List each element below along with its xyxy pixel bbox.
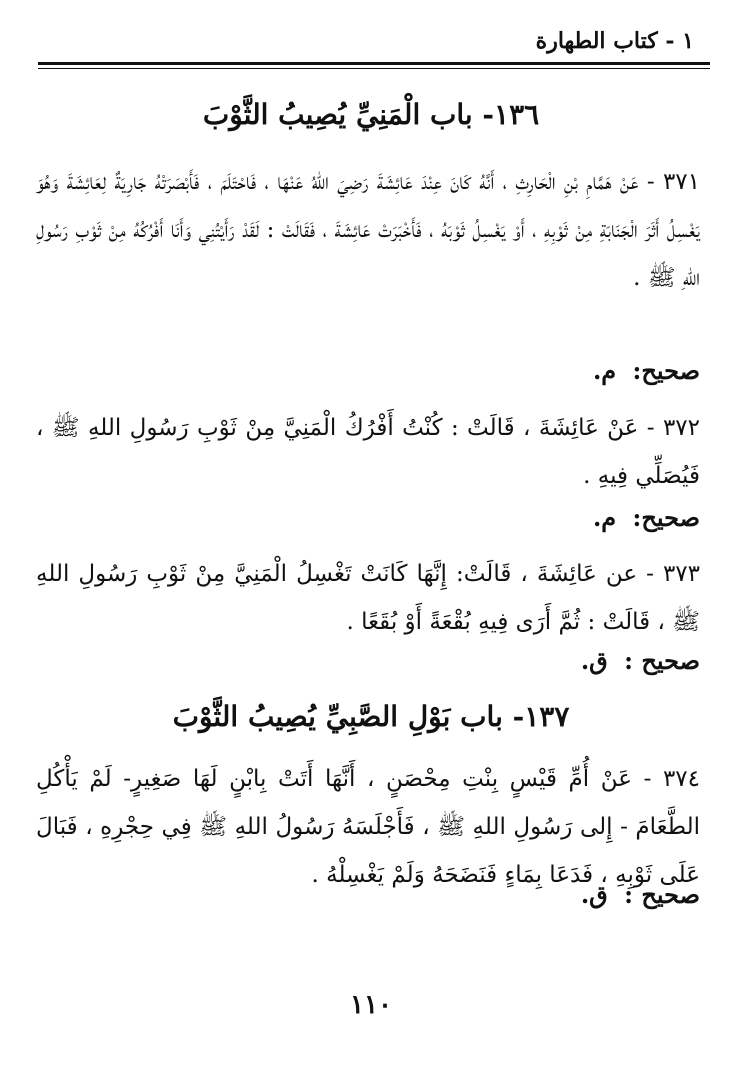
grade-label: صحيح : — [624, 646, 700, 675]
hadith-371-text: ٣٧١ - عَنْ هَمَّامِ بْنِ الْحَارِثِ ، أَنَّهُ كَانَ عِنْدَ عَائِشَةَ رَضِيَ اللهُ عَنْهَا ، فَاحْتَلَمَ ، فَأَبْصَرَتْهُ جَارِيَةٌ لِعَائِشَةَ وَهُوَ يَغْسِلُ أَثَرَ الْجَنَابَةِ مِنْ ثَوْبِهِ ، أَوْ يَغْسِلُ ثَوْبَهُ ، فَأَخْبَرَتْ عَائِشَةَ ، فَقَالَتْ : لَقَدْ رَأَيْتُنِي وَأَنَا أَفْرُكُهُ مِنْ ثَوْبِ رَسُولِ اللهِ ﷺ . — [36, 169, 700, 291]
grade-value: ق. — [580, 880, 608, 909]
hadith-373-grade — [36, 646, 700, 675]
hadith-374-text: ٣٧٤ - عَنْ أُمِّ قَيْسٍ بِنْتِ مِحْصَنٍ ، أَنَّهَا أَتَتْ بِابْنٍ لَهَا صَغِيرٍ- لَمْ يَأْكُلِ الطَّعَامَ - إِلى رَسُولِ اللهِ ﷺ ، فَأَجْلَسَهُ رَسُولُ اللهِ ﷺ فِي حِجْرِهِ ، فَبَالَ عَلَى ثَوْبِهِ ، فَدَعَا بِمَاءٍ فَنَضَحَهُ وَلَمْ يَغْسِلْهُ . — [36, 766, 700, 888]
header-rule-thin — [38, 68, 710, 69]
hadith-373-text: ٣٧٣ - عن عَائِشَةَ ، قَالَتْ: إِنَّهَا كَانَتْ تَغْسِلُ الْمَنِيَّ مِنْ ثَوْبِ رَسُولِ اللهِ ﷺ ، قَالَتْ : ثُمَّ أَرَى فِيهِ بُقْعَةً أَوْ بُقَعًا . — [36, 561, 700, 635]
chapter-heading-137: ١٣٧- باب بَوْلِ الصَّبِيِّ يُصِيبُ الثَّوْبَ — [172, 700, 570, 733]
grade-value: م. — [592, 356, 617, 385]
hadith-372-text: ٣٧٢ - عَنْ عَائِشَةَ ، قَالَتْ : كُنْتُ أَفْرُكُ الْمَنِيَّ مِنْ ثَوْبِ رَسُولِ اللهِ ﷺ ، فَيُصَلِّي فِيهِ . — [36, 415, 700, 489]
hadith-372-grade — [36, 503, 700, 532]
grade-value: م. — [592, 503, 617, 532]
grade-label: صحيح: — [632, 356, 700, 385]
hadith-371-grade — [36, 356, 700, 385]
page-number: ١١٠ — [350, 990, 392, 1020]
hadith-374-grade — [36, 880, 700, 909]
grade-label: صحيح: — [632, 503, 700, 532]
header-rule-thick — [38, 62, 710, 65]
running-header: ١ - كتاب الطهارة — [535, 28, 694, 54]
grade-label: صحيح : — [624, 880, 700, 909]
grade-value: ق. — [580, 646, 608, 675]
chapter-heading-136: ١٣٦- باب الْمَنِيِّ يُصِيبُ الثَّوْبَ — [202, 98, 540, 131]
